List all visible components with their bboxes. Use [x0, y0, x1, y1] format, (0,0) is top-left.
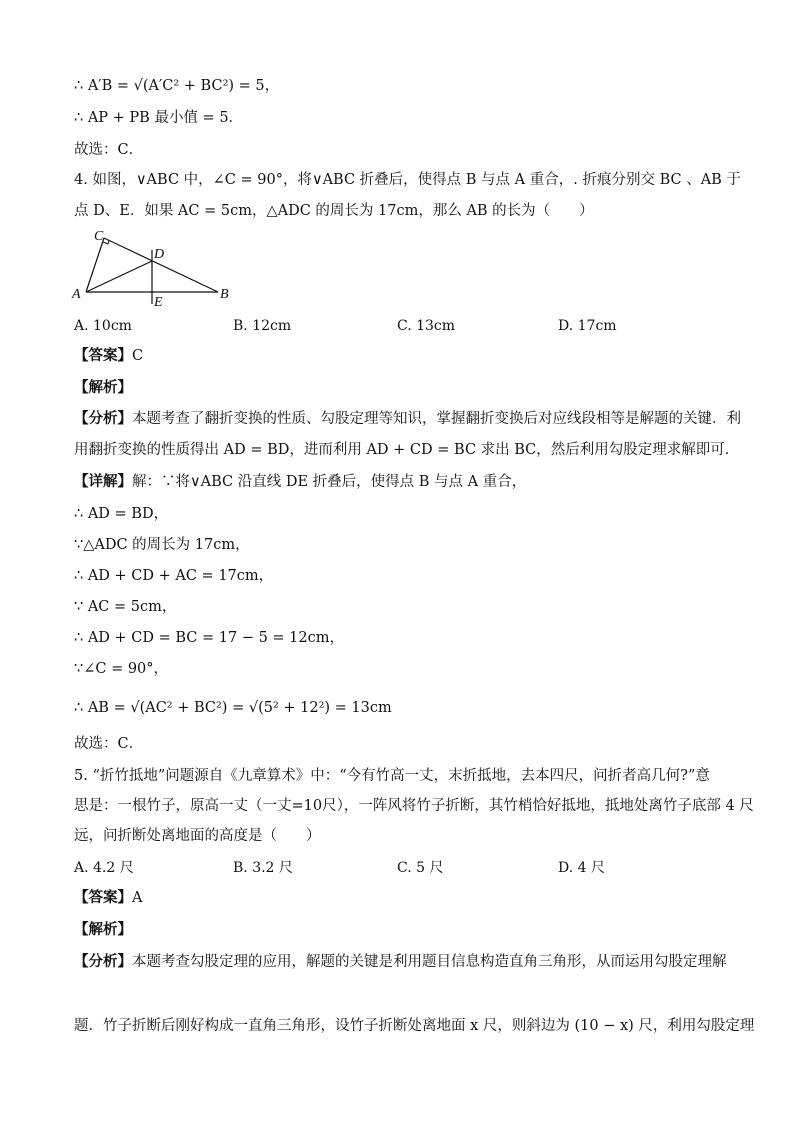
q4-detail-line-5: ∵ AC = 5cm，: [74, 599, 177, 615]
q5-option-b: B. 3.2 尺: [233, 860, 293, 876]
q4-detail-line-1: 【详解】解：∵将∨ABC 沿直线 DE 折叠后，使得点 B 与点 A 重合，: [74, 473, 527, 490]
q5-analysis-heading: [74, 920, 724, 940]
q4-option-a: A. 10cm: [74, 318, 132, 334]
label-c: C: [94, 229, 104, 244]
q4-stem-line-2: 点 D、E．如果 AC = 5cm，△ADC 的周长为 17cm，那么 AB 的长为（ ）: [74, 203, 594, 219]
q4-option-b: B. 12cm: [233, 318, 292, 334]
q4-option-c: C. 13cm: [397, 318, 456, 334]
q5-option-a: A. 4.2 尺: [74, 860, 134, 876]
section-tag: 【答案】: [74, 889, 132, 906]
prev-choose-line: 故选：C．: [74, 142, 144, 158]
section-tag: 【详解】: [74, 473, 132, 490]
q5-analysis-line-1: 【分析】本题考查勾股定理的应用，解题的关键是利用题目信息构造直角三角形，从而运用勾股定理解: [74, 953, 727, 970]
q5-option-d: D. 4 尺: [558, 860, 605, 876]
q5-option-c: C. 5 尺: [397, 860, 444, 876]
q4-analysis-line-2: 用翻折变换的性质得出 AD = BD，进而利用 AD + CD = BC 求出 BC，然后利用勾股定理求解即可．: [74, 442, 740, 458]
section-tag: 【解析】: [74, 379, 132, 396]
q4-stem-line-1: 4. 如图，∨ABC 中，∠C = 90°，将∨ABC 折叠后，使得点 B 与点 A 重合，. 折痕分别交 BC 、AB 于: [74, 172, 741, 188]
segment-ad: [86, 261, 152, 292]
prev-step-line-1: ∴ A′B = √(A′C² + BC²) = 5，: [74, 78, 280, 94]
side-ca: [86, 238, 104, 292]
q4-detail-line-3: ∵△ADC 的周长为 17cm，: [74, 537, 250, 553]
q4-analysis-line-1: 【分析】本题考查了翻折变换的性质、勾股定理等知识，掌握翻折变换后对应线段相等是解题的关键．利: [74, 410, 741, 427]
q5-analysis-line-2: 题．竹子折断后刚好构成一直角三角形，设竹子折断处离地面 x 尺，则斜边为 (10 − x) 尺，利用勾股定理: [74, 1018, 755, 1034]
q5-stem-line-2: 思是：一根竹子，原高一丈（一丈=10尺），一阵风将竹子折断，其竹梢恰好抵地，抵地处离竹子底部 4 尺: [74, 798, 754, 814]
label-e: E: [154, 295, 163, 308]
q4-detail-line-4: ∴ AD + CD + AC = 17cm，: [74, 568, 274, 584]
q4-detail-line-2: ∴ AD = BD，: [74, 506, 169, 522]
section-tag: 【分析】: [74, 410, 132, 427]
q5-stem-line-1: 5. “折竹抵地”问题源自《九章算术》中：“今有竹高一丈，末折抵地，去本四尺，问折者高几何?”意: [74, 768, 710, 784]
q4-answer: 【答案】C: [74, 347, 144, 364]
q5-answer: 【答案】A: [74, 889, 143, 906]
q4-choose-line: 故选：C．: [74, 736, 144, 752]
label-d: D: [154, 247, 165, 262]
q4-triangle-figure: [70, 228, 240, 308]
label-a: A: [72, 287, 81, 302]
section-tag: 【解析】: [74, 921, 132, 938]
q4-detail-line-8: ∴ AB = √(AC² + BC²) = √(5² + 12²) = 13cm: [74, 700, 392, 716]
section-tag: 【分析】: [74, 953, 132, 970]
q4-detail-line-7: ∵∠C = 90°，: [74, 661, 169, 677]
prev-step-line-2: ∴ AP + PB 最小值 = 5．: [74, 110, 244, 126]
q4-analysis-heading: [74, 378, 724, 398]
q5-stem-line-3: 远，问折断处离地面的高度是（ ）: [74, 828, 321, 844]
q4-option-d: D. 17cm: [558, 318, 617, 334]
q4-detail-line-6: ∴ AD + CD = BC = 17 − 5 = 12cm，: [74, 630, 345, 646]
section-tag: 【答案】: [74, 347, 132, 364]
label-b: B: [220, 287, 229, 302]
